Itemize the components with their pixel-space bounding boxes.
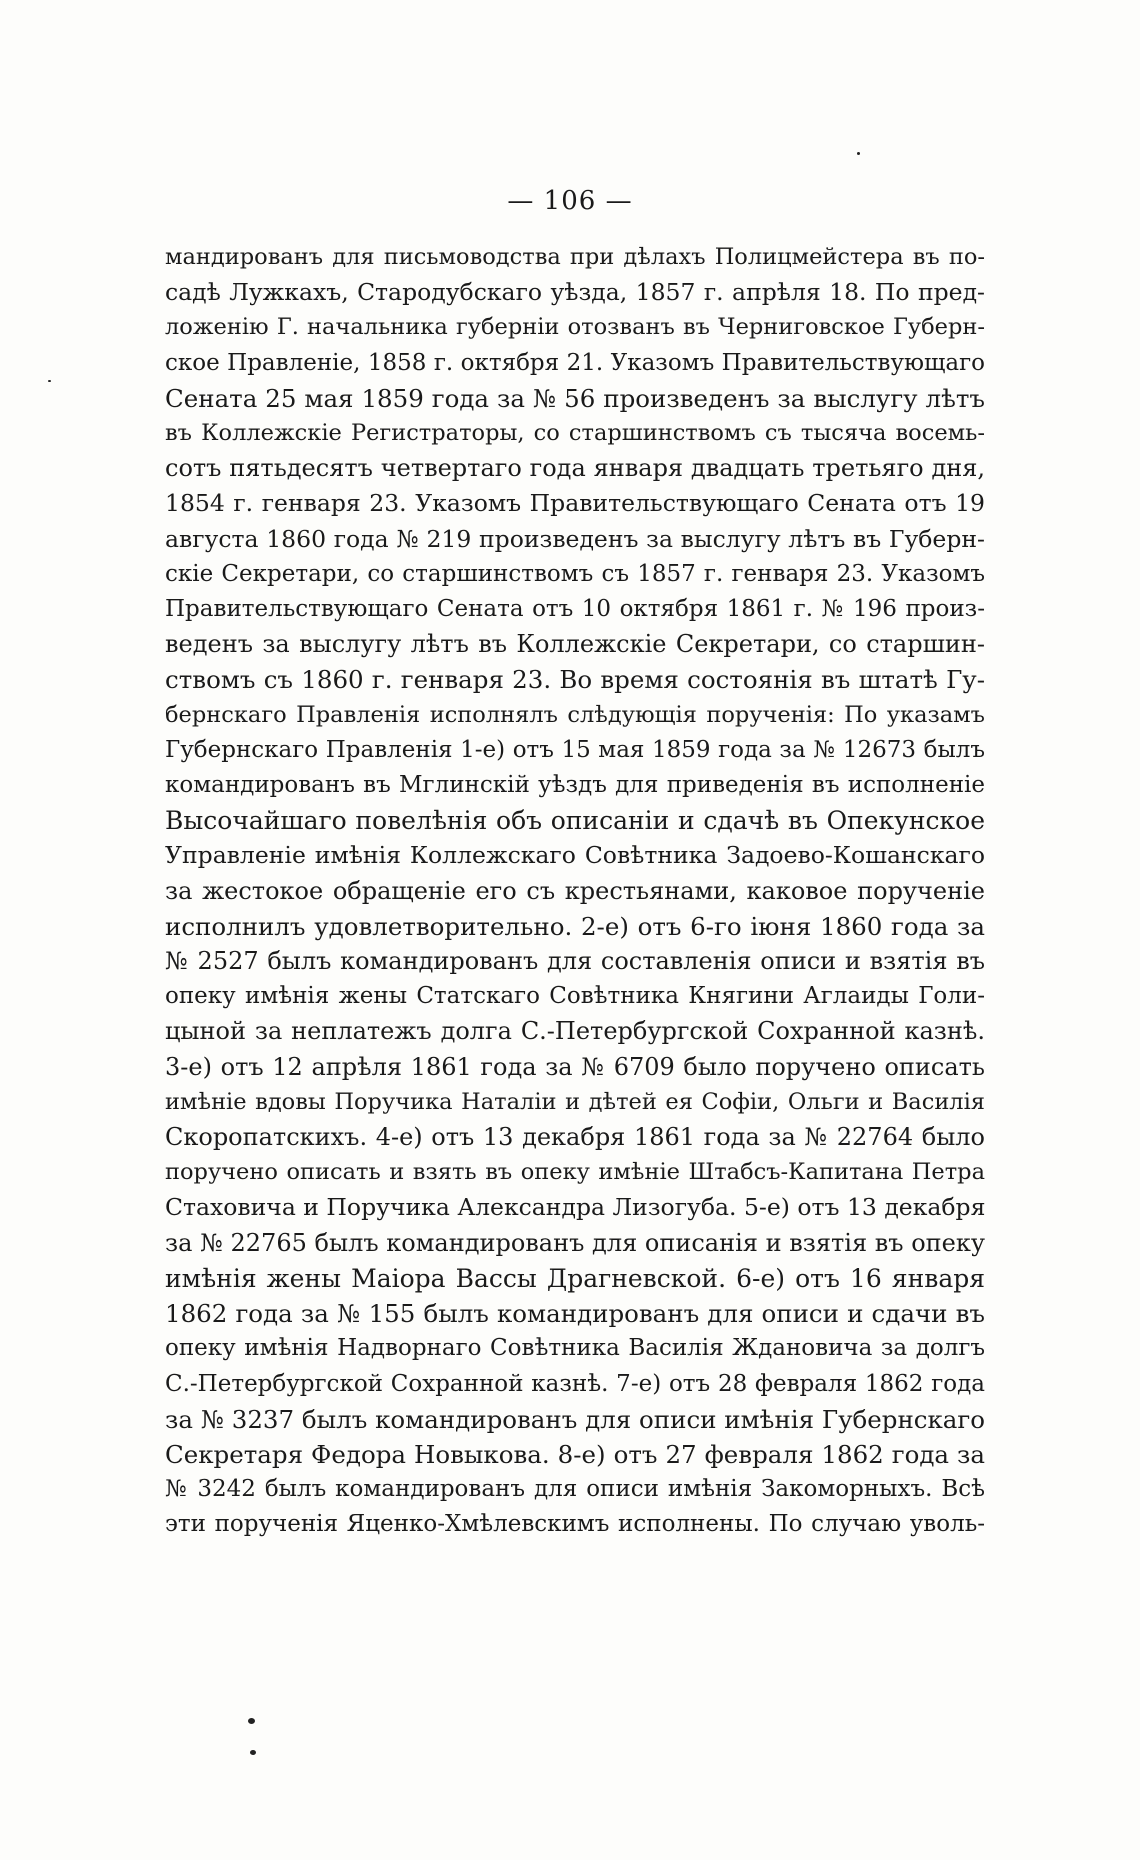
text-line: Скоропатскихъ. 4-е) отъ 13 декабря 1861 года за № 22764 было <box>165 1123 985 1152</box>
text-line: Губернскаго Правленія 1-е) отъ 15 мая 1859 года за № 12673 былъ <box>165 736 985 763</box>
text-line: сотъ пятьдесятъ четвертаго года января двадцать третьяго дня, <box>165 454 985 483</box>
text-line: ское Правленіе, 1858 г. октября 21. Указомъ Правительствующаго <box>165 349 985 376</box>
text-line: Сената 25 мая 1859 года за № 56 произведенъ за выслугу лѣтъ <box>165 383 985 413</box>
text-line: Стаховича и Поручика Александра Лизогуба. 5-е) отъ 13 декабря <box>165 1193 986 1222</box>
text-line: за № 3237 былъ командированъ для описи имѣнія Губернскаго <box>165 1404 985 1434</box>
ink-speck <box>48 380 51 382</box>
text-line: ствомъ съ 1860 г. генваря 23. Во время состоянія въ штатѣ Гу- <box>165 665 985 695</box>
text-line: ложенію Г. начальника губерніи отозванъ въ Черниговское Губерн- <box>165 314 985 341</box>
text-line: мандированъ для письмоводства при дѣлахъ Полицмейстера въ по- <box>165 244 985 270</box>
text-line: исполнилъ удовлетворительно. 2-е) отъ 6-го іюня 1860 года за <box>165 911 985 941</box>
text-line: цыной за неплатежъ долга С.-Петербургской Сохранной казнѣ. <box>165 1017 985 1046</box>
ink-speck <box>857 152 860 155</box>
text-line: опеку имѣнія Надворнаго Совѣтника Василія Ждановича за долгъ <box>165 1335 985 1362</box>
text-line: имѣніе вдовы Поручика Наталіи и дѣтей ея Софіи, Ольги и Василія <box>165 1088 985 1115</box>
text-line: Управленіе имѣнія Коллежскаго Совѣтника Задоево-Кошанскаго <box>165 841 985 870</box>
text-line: эти порученія Яценко-Хмѣлевскимъ исполнены. По случаю уволь- <box>165 1511 985 1538</box>
text-line: Высочайшаго повелѣнія объ описаніи и сдачѣ въ Опекунское <box>165 806 985 836</box>
text-line: командированъ въ Мглинскій уѣздъ для приведенія въ исполненіе <box>165 772 985 799</box>
text-line: № 3242 былъ командированъ для описи имѣнія Закоморныхъ. Всѣ <box>165 1476 985 1503</box>
body-text <box>165 240 985 1543</box>
text-line: бернскаго Правленія исполнялъ слѣдующія порученія: По указамъ <box>165 701 985 728</box>
ink-speck <box>250 1750 256 1755</box>
text-line: С.-Петербургской Сохранной казнѣ. 7-е) отъ 28 февраля 1862 года <box>165 1370 985 1397</box>
text-line: № 2527 былъ командированъ для составленія описи и взятія въ <box>165 947 985 976</box>
text-line: августа 1860 года № 219 произведенъ за выслугу лѣтъ въ Губерн- <box>165 524 985 553</box>
text-line: 3-е) отъ 12 апрѣля 1861 года за № 6709 было поручено описать <box>165 1052 985 1081</box>
text-line: поручено описать и взять въ опеку имѣніе Штабсъ-Капитана Петра <box>165 1159 985 1186</box>
text-line: 1862 года за № 155 былъ командированъ для описи и сдачи въ <box>165 1299 985 1329</box>
text-line: 1854 г. генваря 23. Указомъ Правительствующаго Сената отъ 19 <box>165 489 985 518</box>
text-line: за жестокое обращеніе его съ крестьянами, каковое порученіе <box>165 876 985 905</box>
text-line: имѣнія жены Маіора Вассы Драгневской. 6-е) отъ 16 января <box>165 1263 985 1293</box>
text-line: скіе Секретари, со старшинствомъ съ 1857 г. генваря 23. Указомъ <box>165 560 985 587</box>
ink-speck <box>248 1718 255 1724</box>
page-number: — 106 — <box>507 186 633 216</box>
text-line: за № 22765 былъ командированъ для описанія и взятія въ опеку <box>165 1228 985 1257</box>
text-line: въ Коллежскіе Регистраторы, со старшинствомъ съ тысяча восемь- <box>165 420 985 447</box>
text-line: опеку имѣнія жены Статскаго Совѣтника Княгини Аглаиды Голи- <box>165 983 985 1010</box>
text-line: садѣ Лужкахъ, Стародубскаго уѣзда, 1857 г. апрѣля 18. По пред- <box>165 278 985 307</box>
text-line: Правительствующаго Сената отъ 10 октября 1861 г. № 196 произ- <box>165 596 985 623</box>
text-line: веденъ за выслугу лѣтъ въ Коллежскіе Секретари, со старшин- <box>165 630 985 659</box>
text-line: Секретаря Федора Новыкова. 8-е) отъ 27 февраля 1862 года за <box>165 1439 985 1469</box>
